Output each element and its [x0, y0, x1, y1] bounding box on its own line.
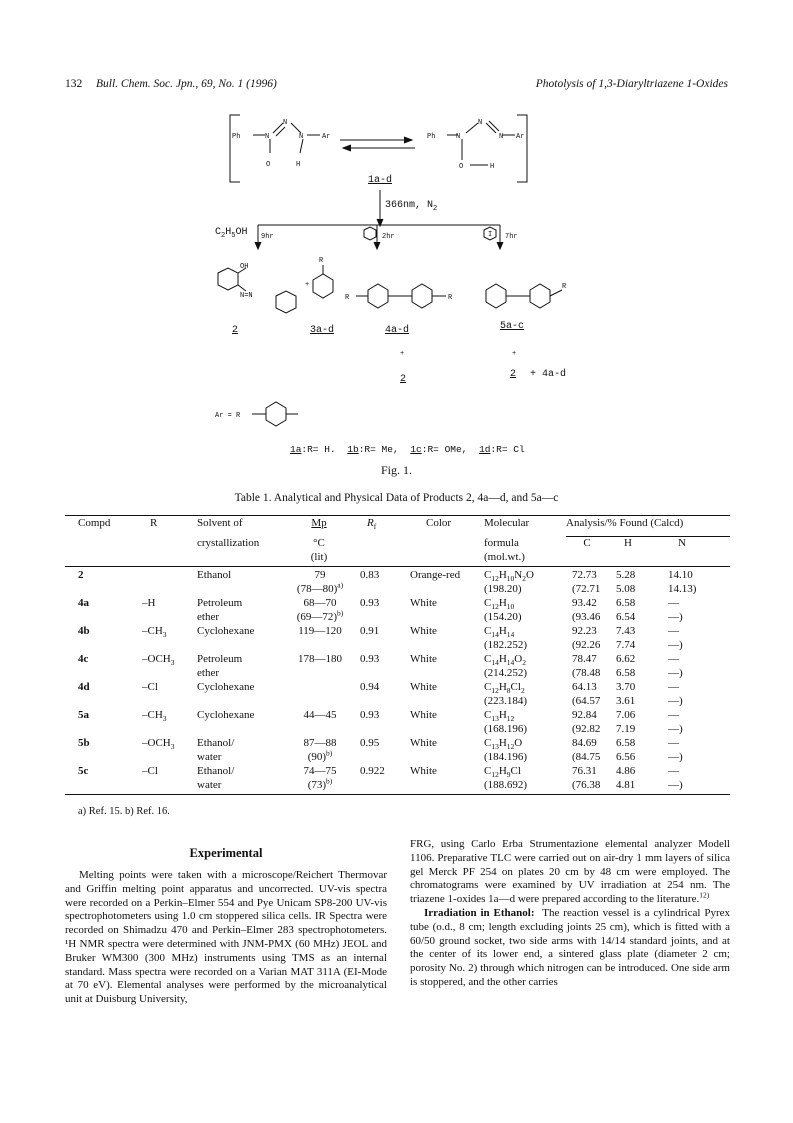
- cell-n-4a: —: [668, 597, 679, 609]
- cell-compd-4b: 4b: [78, 625, 90, 637]
- time-ethanol: 9hr: [261, 233, 274, 241]
- cell-color-4c: White: [410, 653, 437, 665]
- header-n: N: [678, 537, 686, 549]
- header-rf: $R_f$: [367, 517, 377, 532]
- header-solvent-1: Solvent of: [197, 517, 243, 529]
- table-header-rule: [65, 566, 730, 567]
- header-analysis: Analysis/% Found (Calcd): [566, 517, 684, 529]
- cell-c-2: 72.73: [572, 569, 597, 581]
- cell-mp-2: (78—80)$^{a)}$: [296, 580, 344, 595]
- cell-solvent-4b: Cyclohexane: [197, 625, 255, 637]
- cell-n-5a: —: [668, 709, 679, 721]
- atom-r-5: R: [562, 283, 567, 291]
- cell-formula-5b: (184.196): [484, 751, 528, 763]
- cell-solvent-4d: Cyclohexane: [197, 681, 255, 693]
- cell-formula-2: (198.20): [484, 583, 522, 595]
- table-caption: Table 1. Analytical and Physical Data of Products 2, 4a—d, and 5a—c: [234, 492, 559, 504]
- table-bottom-rule: [65, 794, 730, 795]
- product-structures: [0, 250, 793, 470]
- left-column: [65, 846, 387, 1007]
- header-formula-3: (mol.wt.): [484, 551, 525, 563]
- header-color: Color: [426, 517, 452, 529]
- cell-c-4a: 93.42: [572, 597, 597, 609]
- page-number: 132: [65, 78, 83, 90]
- cell-c-4c: (78.48: [572, 667, 601, 679]
- cell-r-5a: $-CH_3$: [142, 709, 167, 724]
- bracket-left: [230, 115, 240, 182]
- compound-label-2c: 2: [510, 369, 517, 380]
- atom-r-4-left: R: [345, 294, 350, 302]
- cell-mp-4b: 119—120: [298, 625, 342, 637]
- cell-c-4d: 64.13: [572, 681, 597, 693]
- reference-12: 12): [699, 890, 710, 900]
- running-title: Photolysis of 1,3-Diaryltriazene 1-Oxides: [535, 78, 728, 90]
- atom-azo: N=N: [240, 292, 253, 300]
- header-r: R: [150, 517, 158, 529]
- compound-label-5: 5a-c: [500, 321, 525, 332]
- cell-n-2: 14.13): [668, 583, 697, 595]
- cell-h-5c: 4.86: [616, 765, 636, 777]
- header-formula-2: formula: [484, 537, 519, 549]
- cell-h-4a: 6.54: [616, 611, 636, 623]
- substituent-d-label: 1d: [479, 444, 491, 455]
- right-paragraph-2-text: The reaction vessel is a cylindrical Pyrex tube (o.d., 8 cm; length excluding joints 25 cm), which is fitted with a 60/50 ground socket, two side arms with 14/14 standard joints, and at the center of its lower end, a sintered glass plate (diameter 2 cm; porosity No. 2) through which nitrogen can be introduced. One side arm is stoppered, and the other carries: [410, 906, 730, 988]
- cell-solvent-4a: Petroleum: [197, 597, 243, 609]
- cell-mp-2: 79: [314, 569, 326, 581]
- cell-mp-5a: 44—45: [303, 709, 337, 721]
- cell-h-5c: 4.81: [616, 779, 636, 791]
- cell-rf-4d: 0.94: [360, 681, 380, 693]
- cell-mp-5b: $(90)^{b)}$: [307, 748, 333, 763]
- irradiation-heading: Irradiation in Ethanol:: [424, 906, 535, 919]
- cell-h-5a: 7.06: [616, 709, 636, 721]
- substituent-b-text: :R= Me,: [358, 444, 399, 455]
- time-benzene: 2hr: [382, 233, 395, 241]
- cell-mp-5b: 87—88: [303, 737, 337, 749]
- atom-n2-right: N: [478, 119, 483, 127]
- cell-formula-4c: $C_{14}H_{14}O_2$: [484, 653, 526, 668]
- atom-o-left: O: [266, 161, 271, 169]
- time-toluene: 7hr: [505, 233, 518, 241]
- cell-n-5b: —: [668, 737, 679, 749]
- cell-color-4a: White: [410, 597, 437, 609]
- photolysis-conditions: 366nm, $N_2$: [385, 200, 438, 213]
- cell-n-4c: —): [668, 667, 683, 679]
- cell-mp-4c: 178—180: [298, 653, 342, 665]
- cell-solvent-2: Ethanol: [197, 569, 232, 581]
- cell-h-2: 5.28: [616, 569, 636, 581]
- cell-color-4b: White: [410, 625, 437, 637]
- cell-rf-4a: 0.93: [360, 597, 380, 609]
- right-paragraph-2: [410, 907, 730, 990]
- cell-r-5c: –Cl: [142, 765, 158, 777]
- cell-c-5c: (76.38: [572, 779, 601, 791]
- cell-mp-4a: (69—72)$^{b)}$: [296, 608, 344, 623]
- cell-h-4d: 3.70: [616, 681, 636, 693]
- cell-solvent-4c: Petroleum: [197, 653, 243, 665]
- cell-c-5a: 92.84: [572, 709, 597, 721]
- journal-citation: Bull. Chem. Soc. Jpn., 69, No. 1 (1996): [96, 78, 277, 90]
- atom-n3-left: N: [299, 133, 304, 141]
- cell-c-5c: 76.31: [572, 765, 597, 777]
- cell-c-5b: (84.75: [572, 751, 601, 763]
- plus-compound-4: + 4a-d: [530, 369, 567, 380]
- cell-solvent-5c: Ethanol/: [197, 765, 235, 777]
- cell-n-4b: —: [668, 625, 679, 637]
- cell-rf-4b: 0.91: [360, 625, 380, 637]
- cell-color-5b: White: [410, 737, 437, 749]
- cell-c-4d: (64.57: [572, 695, 601, 707]
- cell-n-5c: —): [668, 779, 683, 791]
- atom-o-right: O: [459, 163, 464, 171]
- header-mp-unit: °C: [313, 537, 325, 549]
- cell-r-4d: –Cl: [142, 681, 158, 693]
- cell-formula-5a: (168.196): [484, 723, 528, 735]
- cell-formula-5b: $C_{13}H_{12}O$: [484, 737, 523, 752]
- header-mp-lit: (lit): [310, 551, 328, 563]
- cell-rf-4c: 0.93: [360, 653, 380, 665]
- plus-sign-2: +: [400, 350, 405, 358]
- cell-formula-5c: $C_{12}H_9Cl$: [484, 765, 521, 780]
- cell-c-4b: 92.23: [572, 625, 597, 637]
- header-h: H: [624, 537, 632, 549]
- atom-n3-right: N: [499, 133, 504, 141]
- section-heading-experimental: Experimental: [189, 846, 263, 860]
- cell-h-5a: 7.19: [616, 723, 636, 735]
- cell-h-5b: 6.56: [616, 751, 636, 763]
- plus-sign-3: +: [512, 350, 517, 358]
- header-c: C: [583, 537, 591, 549]
- cell-solvent-5a: Cyclohexane: [197, 709, 255, 721]
- table-footnote: a) Ref. 15. b) Ref. 16.: [78, 806, 170, 817]
- cell-c-5b: 84.69: [572, 737, 597, 749]
- cell-h-2: 5.08: [616, 583, 636, 595]
- cell-n-4c: —: [668, 653, 679, 665]
- cell-solvent-5b: water: [197, 751, 222, 763]
- atom-n1-left: N: [265, 133, 270, 141]
- compound-label-1: 1a-d: [368, 175, 393, 186]
- cell-solvent-5c: water: [197, 779, 222, 791]
- cell-r-4c: $-OCH_3$: [142, 653, 175, 668]
- atom-n1-right: N: [456, 133, 461, 141]
- cell-compd-4c: 4c: [78, 653, 89, 665]
- cell-rf-5c: 0.922: [360, 765, 385, 777]
- substituent-b-label: 1b: [347, 444, 359, 455]
- cell-h-4b: 7.74: [616, 639, 636, 651]
- cell-formula-4c: (214.252): [484, 667, 528, 679]
- cell-h-4d: 3.61: [616, 695, 636, 707]
- atom-r-4-right: R: [448, 294, 453, 302]
- table-body: [0, 568, 793, 792]
- cell-compd-4d: 4d: [78, 681, 90, 693]
- bracket-right: [517, 115, 527, 182]
- cell-solvent-5b: Ethanol/: [197, 737, 235, 749]
- cell-h-4b: 7.43: [616, 625, 636, 637]
- cell-n-5a: —): [668, 723, 683, 735]
- cell-rf-2: 0.83: [360, 569, 380, 581]
- cell-mp-5c: 74—75: [303, 765, 337, 777]
- compound-label-4: 4a-d: [385, 325, 410, 336]
- right-paragraph-1: [410, 838, 730, 907]
- cell-compd-4a: 4a: [78, 597, 89, 609]
- compound-label-2b: 2: [400, 374, 407, 385]
- cell-formula-4b: (182.252): [484, 639, 528, 651]
- atom-oh: OH: [240, 263, 249, 271]
- atom-ar-left: Ar: [322, 133, 331, 141]
- cell-n-4d: —): [668, 695, 683, 707]
- left-paragraph: Melting points were taken with a microscope/Reichert Thermovar and Griffin melting point apparatus and uncorrected. UV-vis spectra were recorded on a Perkin–Elmer 554 and Pye Unicam SP8-200 UV-vis spectrophotometers using 1.0 cm stoppered silica cells. IR Spectra were recorded on Shimadzu 470 and Perkin–Elmer 283 spectrophotometers. ¹H NMR spectra were determined with JNM-PMX (60 MHz) JEOL and Bruker WM300 (300 MHz) instruments using TMS as an internal standard. Mass spectra were recorded on a Varian MAT 311A (EI-Mode at 70 eV). Elemental analyses were performed by the microanalytical unit at Duisburg University,: [65, 869, 387, 1006]
- table-top-rule: [65, 515, 730, 516]
- cell-color-5a: White: [410, 709, 437, 721]
- cell-h-5b: 6.58: [616, 737, 636, 749]
- cell-c-4a: (93.46: [572, 611, 601, 623]
- atom-h-right: H: [490, 163, 495, 171]
- cell-formula-4a: $C_{12}H_{10}$: [484, 597, 515, 612]
- header-solvent-2: crystallization: [197, 537, 260, 549]
- cell-c-5a: (92.82: [572, 723, 601, 735]
- substituent-key: [290, 444, 525, 455]
- cell-r-5b: $-OCH_3$: [142, 737, 175, 752]
- cell-formula-5c: (188.692): [484, 779, 528, 791]
- cell-c-4c: 78.47: [572, 653, 597, 665]
- cell-c-4b: (92.26: [572, 639, 601, 651]
- cell-solvent-4c: ether: [197, 667, 219, 679]
- substituent-a-text: :R= H.: [301, 444, 336, 455]
- cell-compd-5b: 5b: [78, 737, 90, 749]
- ethanol-solvent: $C_2H_5OH$: [215, 227, 248, 240]
- cell-rf-5b: 0.95: [360, 737, 380, 749]
- plus-sign-1: +: [305, 281, 310, 289]
- cell-compd-2: 2: [78, 569, 84, 581]
- cell-h-4a: 6.58: [616, 597, 636, 609]
- cell-n-4b: —): [668, 639, 683, 651]
- cell-compd-5a: 5a: [78, 709, 89, 721]
- cell-r-4a: –H: [142, 597, 156, 609]
- right-paragraph-1-text: FRG, using Carlo Erba Strumentazione elemental analyzer Modell 1106. Preparative TLC were carried out on air-dry 1 mm layers of silica gel Merck PF 254 on plates 20 cm by 48 cm were employed. The chromatograms were examined by UV irradiation at 254 nm. The triazene 1-oxides 1a—d were prepared according to the literature.: [410, 838, 730, 906]
- cell-compd-5c: 5c: [78, 765, 89, 777]
- reaction-scheme-figure: [0, 95, 793, 265]
- substituent-c-label: 1c: [410, 444, 422, 455]
- cell-h-4c: 6.58: [616, 667, 636, 679]
- cell-mp-4a: 68—70: [303, 597, 337, 609]
- header-formula-1: Molecular: [484, 517, 530, 529]
- cell-r-4b: $-CH_3$: [142, 625, 167, 640]
- cell-solvent-4a: ether: [197, 611, 219, 623]
- cell-formula-5a: $C_{13}H_{12}$: [484, 709, 515, 724]
- cell-h-4c: 6.62: [616, 653, 636, 665]
- header-compd: Compd: [78, 517, 111, 529]
- figure-caption: Fig. 1.: [380, 463, 412, 477]
- compound-label-3: 3a-d: [310, 325, 335, 336]
- cell-n-4a: —): [668, 611, 683, 623]
- substituent-a-label: 1a: [290, 444, 302, 455]
- cell-color-2: Orange-red: [410, 569, 461, 581]
- substituent-d-text: :R= Cl: [490, 444, 525, 455]
- cell-formula-4b: $C_{14}H_{14}$: [484, 625, 515, 640]
- cell-color-4d: White: [410, 681, 437, 693]
- cell-n-4d: —: [668, 681, 679, 693]
- atom-r-3: R: [319, 257, 324, 265]
- right-column: [410, 838, 730, 990]
- cell-c-2: (72.71: [572, 583, 601, 595]
- cell-rf-5a: 0.93: [360, 709, 380, 721]
- cell-color-5c: White: [410, 765, 437, 777]
- cell-formula-4d: $C_{12}H_8Cl_2$: [484, 681, 525, 696]
- atom-h-left: H: [296, 161, 301, 169]
- cell-formula-4a: (154.20): [484, 611, 522, 623]
- table-header: [0, 517, 793, 565]
- cell-n-5b: —): [668, 751, 683, 763]
- cell-formula-2: $C_{12}H_{10}N_2O$: [484, 569, 534, 584]
- atom-ph-left: Ph: [232, 133, 241, 141]
- cell-n-5c: —: [668, 765, 679, 777]
- cell-formula-4d: (223.184): [484, 695, 528, 707]
- cell-n-2: 14.10: [668, 569, 693, 581]
- compound-label-2: 2: [232, 325, 239, 336]
- cell-mp-5c: $(73)^{b)}$: [307, 776, 333, 791]
- atom-ph-right: Ph: [427, 133, 436, 141]
- toluene-ring-mark: I: [488, 231, 493, 239]
- substituent-c-text: :R= OMe,: [421, 444, 468, 455]
- atom-ar-right: Ar: [516, 133, 525, 141]
- ar-definition: Ar = R: [215, 412, 241, 420]
- header-mp: Mp: [311, 517, 327, 529]
- atom-n2-left: N: [283, 119, 288, 127]
